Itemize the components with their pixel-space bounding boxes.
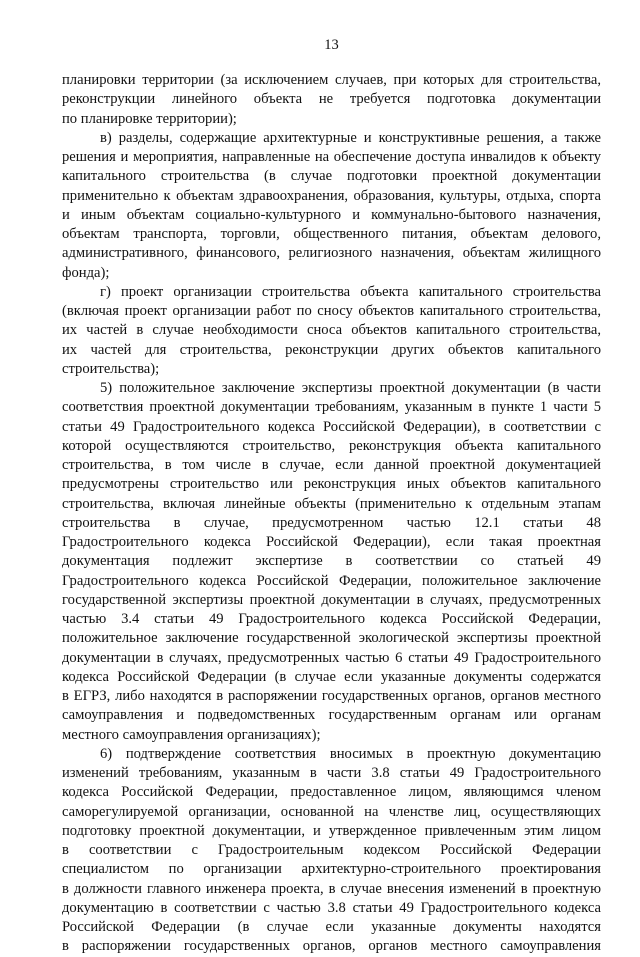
text-line: саморегулируемой организации, основанной на членстве лиц, осуществляющих [62,803,601,820]
text-line: (включая проект организации работ по сносу объектов капитального строительства, [62,303,601,319]
text-line: административного, финансового, религиозного назначения, объектам жилищного [62,245,601,262]
text-line: государственной экспертизы проектной документации в случаях, предусмотренных [62,591,601,608]
text-line: которой осуществляются строительство, реконструкция объекта капитального [62,437,601,454]
text-line: специалистом по организации архитектурно-строительного проектирования [62,861,601,878]
text-line: их частей в случае необходимости сноса объектов капитального строительства, [62,322,601,339]
text-line: предусмотрены строительство или реконструкция иных объектов капитального [62,476,601,493]
text-line: по планировке территории); [62,110,237,127]
text-line: в) разделы, содержащие архитектурные и конструктивные решения, а также [100,129,601,146]
text-line: фонда); [62,264,110,281]
text-line: документацию в соответствии с частью 3.8 статьи 49 Градостроительного кодекса [62,899,601,916]
text-line: местного самоуправления организациях); [62,726,321,743]
text-line: планировки территории (за исключением случаев, при которых для строительства, [62,72,601,88]
text-line: соответствия проектной документации требованиям, указанным в пункте 1 части 5 [62,399,601,416]
text-line: применительно к объектам здравоохранения, образования, культуры, отдыха, спорта [62,187,601,204]
text-line: частью 3.4 статьи 49 Градостроительного кодекса Российской Федерации, [62,611,601,627]
text-line: г) проект организации строительства объекта капитального строительства [100,283,601,300]
body-text [62,71,601,957]
text-line: кодекса Российской Федерации, предоставленное лицом, являющимся членом [62,784,601,801]
text-line: 6) подтверждение соответствия вносимых в проектную документацию [100,745,601,762]
text-line: решения и мероприятия, направленные на обеспечение доступа инвалидов к объекту [62,149,601,165]
text-line: изменений требованиям, указанным в части 3.8 статьи 49 Градостроительного [62,765,601,781]
text-line: самоуправления и подведомственных государственным органам или органам [62,707,601,724]
text-line: Градостроительного кодекса Российской Федерации), если такая проектная [62,534,601,550]
text-line: документация подлежит экспертизе в соответствии со статьей 49 [62,553,601,570]
text-line: объектам транспорта, торговли, общественного питания, объектам делового, [62,226,601,242]
text-line: документации в случаях, предусмотренных частью 6 статьи 49 Градостроительного [62,649,601,666]
text-line: положительное заключение государственной экологической экспертизы проектной [62,630,601,647]
text-line: и иным объектам социально-культурного и коммунально-бытового назначения, [62,206,601,223]
text-line: их частей для строительства, реконструкции других объектов капитального [62,341,601,358]
text-line: строительства); [62,360,160,377]
text-line: кодекса Российской Федерации (в случае если указанные документы содержатся [62,668,601,685]
text-line: Градостроительного кодекса Российской Федерации, положительное заключение [62,572,601,589]
text-line: в соответствии с Градостроительным кодексом Российской Федерации [62,842,601,858]
page-number: 13 [324,37,339,53]
text-line: строительства, в том числе в случае, если данной проектной документацией [62,457,601,473]
text-line: подготовку проектной документации, и утвержденное привлеченным этим лицом [62,822,601,839]
text-line: реконструкции линейного объекта не требуется подготовка документации [62,91,601,108]
text-line: статьи 49 Градостроительного кодекса Российской Федерации), в соответствии с [62,418,601,435]
text-line: Российской Федерации (в случае если указанные документы находятся [62,919,601,935]
text-line: 5) положительное заключение экспертизы проектной документации (в части [100,380,601,396]
text-line: в распоряжении государственных органов, органов местного самоуправления [62,938,601,955]
text-line: капитального строительства (в случае подготовки проектной документации [62,168,601,185]
text-line: в ЕГРЗ, либо находятся в распоряжении государственных органов, органов местного [62,688,601,704]
text-line: в должности главного инженера проекта, в случае внесения изменений в проектную [62,880,601,897]
text-line: строительства, включая линейные объекты (применительно к отдельным этапам [62,495,601,512]
text-line: строительства в случае, предусмотренном частью 12.1 статьи 48 [62,514,601,531]
